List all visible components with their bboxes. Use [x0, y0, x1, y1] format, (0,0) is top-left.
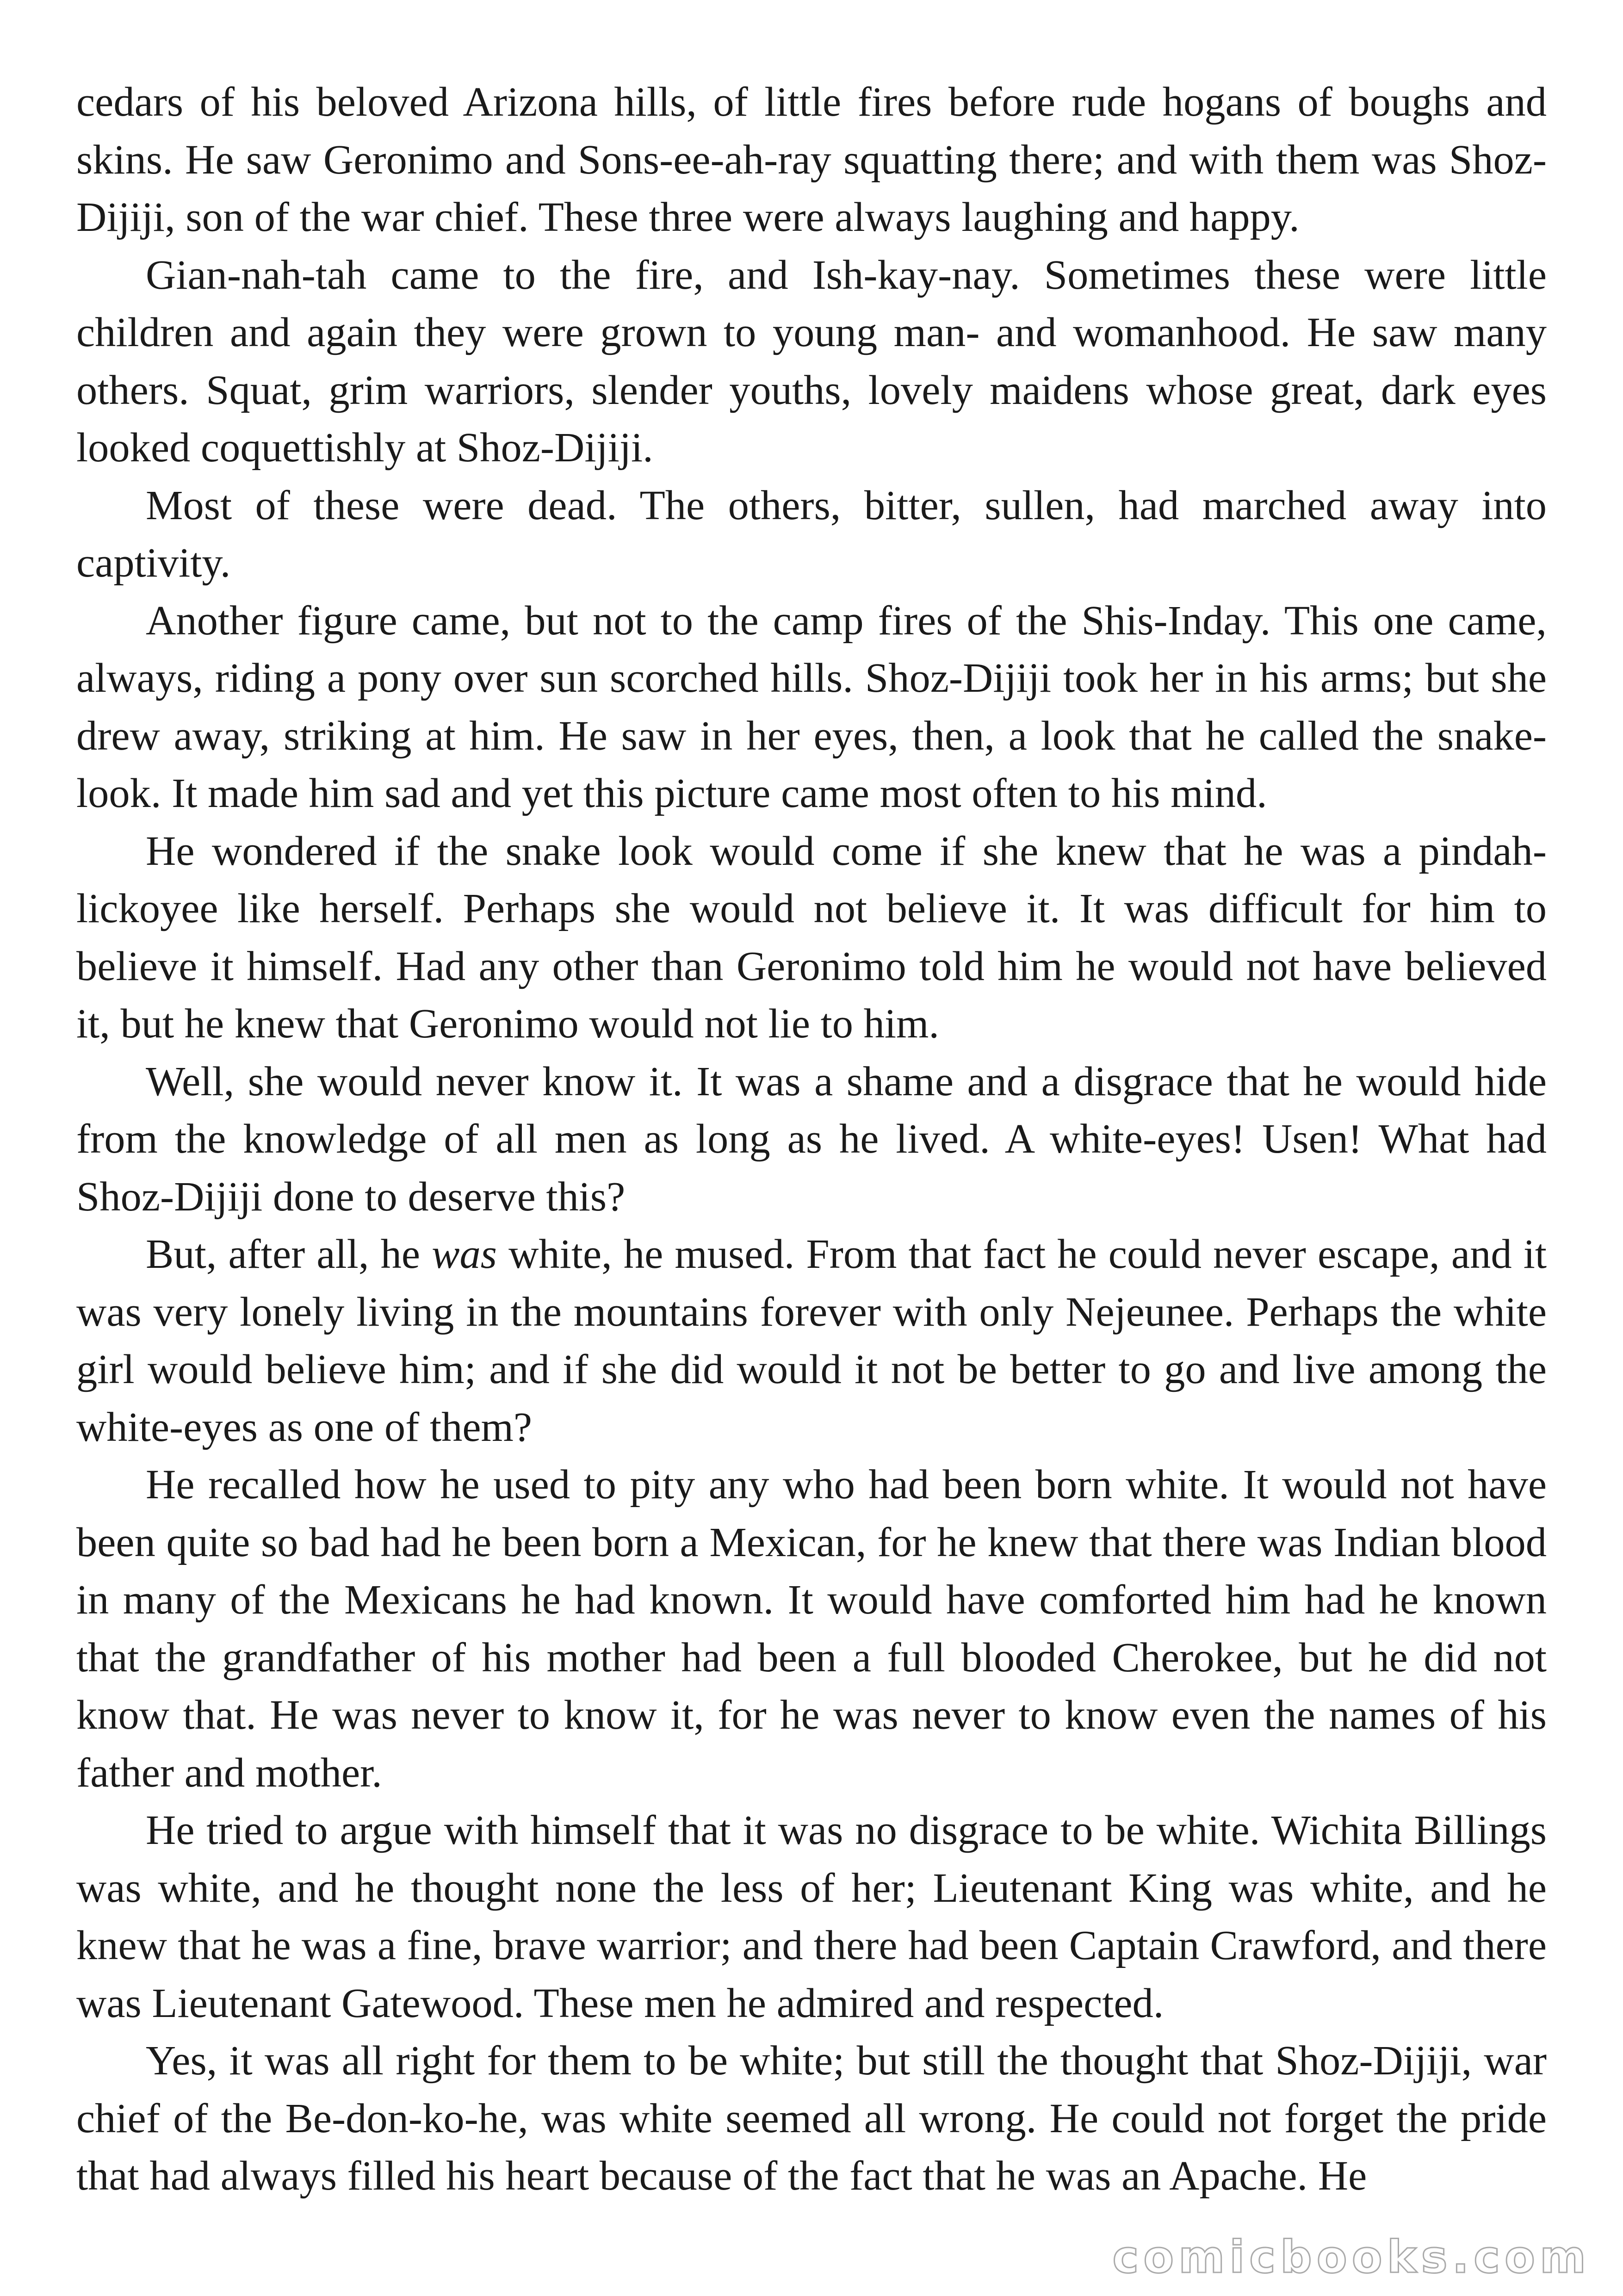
paragraph-7 [76, 1225, 1547, 1456]
paragraph-9: He tried to argue with himself that it was no disgrace to be white. Wichita Billings was white, and he thought none the less of her; Lieutenant King was white, and he knew that he was a fine, brave warrior; and there had been Captain Crawford, and there was Lieutenant Gatewood. These men he admired and respected. [76, 1806, 1547, 2026]
paragraph-7-after: white, he mused. From that fact he could never escape, and it was very lonely living in the mountains forever with only Nejeunee. Perhaps the white girl would believe him; and if she did would it not be better to go and live among the white-eyes as one of them? [76, 1230, 1547, 1450]
paragraph-2: Gian-nah-tah came to the fire, and Ish-kay-nay. Sometimes these were little children and again they were grown to young man- and womanhood. He saw many others. Squat, grim warriors, slender youths, lovely maidens whose great, dark eyes looked coquettishly at Shoz-Dijiji. [76, 251, 1547, 471]
paragraph-1: cedars of his beloved Arizona hills, of little fires before rude hogans of boughs and skins. He saw Geronimo and Sons-ee-ah-ray squatting there; and with them was Shoz-Dijiji, son of the war chief. These three were always laughing and happy. [76, 78, 1547, 240]
paragraph-10: Yes, it was all right for them to be white; but still the thought that Shoz-Dijiji, war chief of the Be-don-ko-he, was white seemed all wrong. He could not forget the pride that had always filled his heart because of the fact that he was an Apache. He [76, 2037, 1547, 2199]
paragraph-4: Another figure came, but not to the camp fires of the Shis-Inday. This one came, always, riding a pony over sun scorched hills. Shoz-Dijiji took her in his arms; but she drew away, striking at him. He saw in her eyes, then, a look that he called the snake-look. It made him sad and yet this picture came most often to his mind. [76, 596, 1547, 816]
emphasis-was: was [432, 1230, 497, 1277]
paragraph-5: He wondered if the snake look would come if she knew that he was a pindah-lickoyee like herself. Perhaps she would not believe it. It was difficult for him to believe it himself. Had any other than Geronimo told him he would not have believed it, but he knew that Geronimo would not lie to him. [76, 827, 1547, 1047]
watermark-logo: comicbooks.com [1112, 2231, 1591, 2283]
paragraph-6: Well, she would never know it. It was a shame and a disgrace that he would hide from the knowledge of all men as long as he lived. A white-eyes! Usen! What had Shoz-Dijiji done to deserve this? [76, 1057, 1547, 1220]
page-text [76, 73, 1547, 2205]
paragraph-7-before: But, after all, he [146, 1230, 432, 1277]
paragraph-8: He recalled how he used to pity any who had been born white. It would not have been quite so bad had he been born a Mexican, for he knew that there was Indian blood in many of the Mexicans he had known. It would have comforted him had he known that the grandfather of his mother had been a full blooded Cherokee, but he did not know that. He was never to know it, for he was never to know even the names of his father and mother. [76, 1461, 1547, 1796]
paragraph-3: Most of these were dead. The others, bitter, sullen, had marched away into captivity. [76, 481, 1547, 586]
